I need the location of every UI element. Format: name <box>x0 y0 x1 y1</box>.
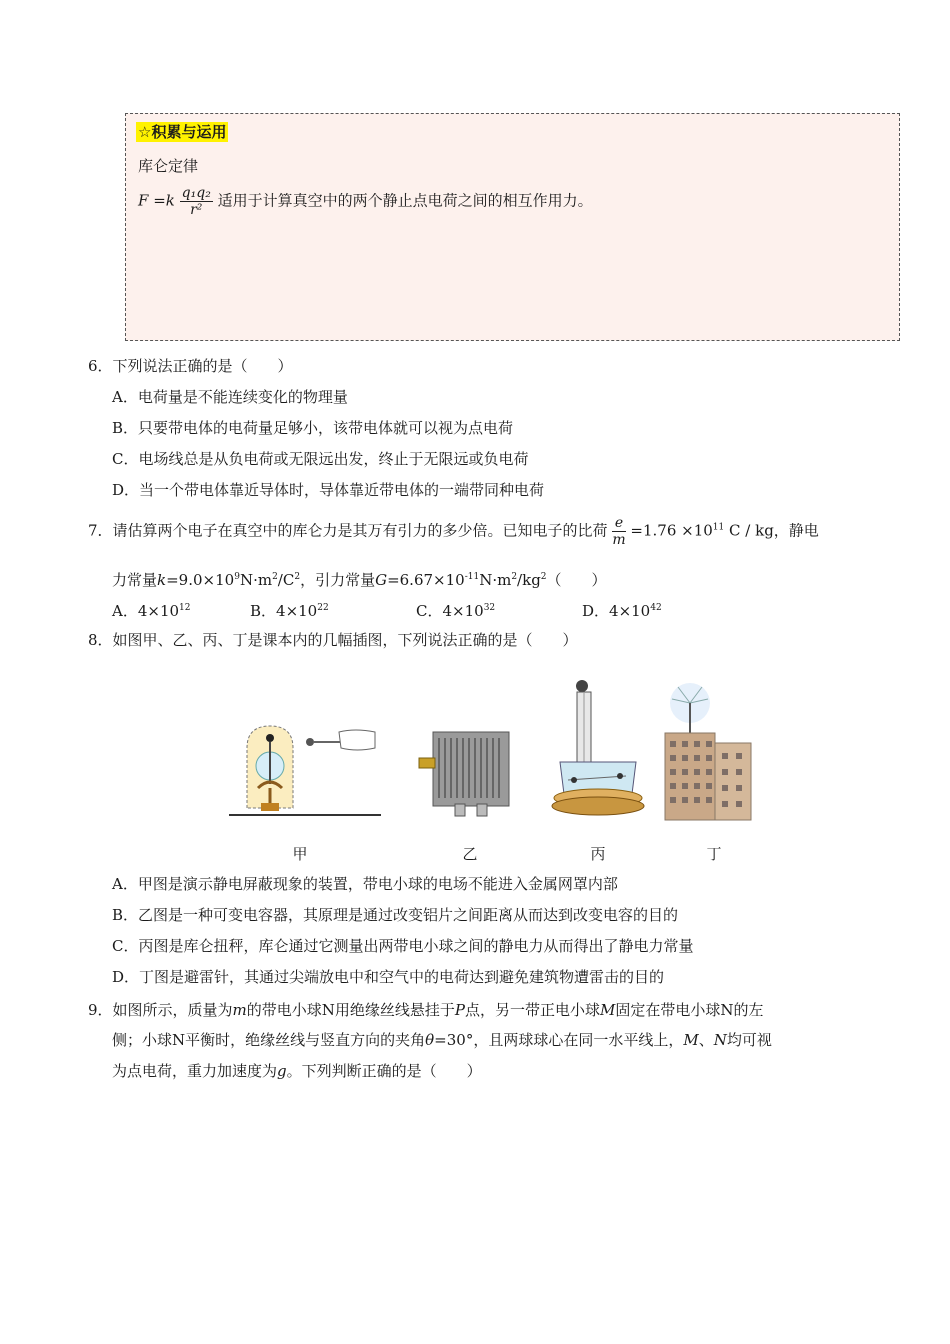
q7-stem-b: ，静电 <box>773 521 819 540</box>
q9-gravity: g <box>277 1062 287 1080</box>
q9-l3-a: 为点电荷，重力加速度为 <box>112 1062 278 1080</box>
g-exp: -11 <box>464 572 480 582</box>
formula-num: q₁q₂ <box>181 185 211 201</box>
q6-option-c: C．电场线总是从负电荷或无限远出发，终止于无限远或负电荷 <box>112 450 529 468</box>
q9-line2 <box>112 1030 772 1050</box>
q7-option-a-label: A．4×10 <box>112 602 180 620</box>
g-unit-exp: 2 <box>511 572 518 582</box>
q9-l2-a: 侧；小球N平衡时，绝缘丝线与竖直方向的夹角 <box>112 1031 426 1049</box>
q6-option-a: A．电荷量是不能连续变化的物理量 <box>112 388 348 406</box>
k-unit-exp: 2 <box>272 572 278 582</box>
q7-option-c-exp: 32 <box>483 603 496 613</box>
coulomb-formula <box>138 186 593 217</box>
ratio-unit: C / kg <box>729 521 774 540</box>
g-unit2-exp: 2 <box>540 572 547 582</box>
figure-yi-capacitor <box>415 718 525 823</box>
q9-mass: m <box>232 1001 247 1019</box>
q9-l3-b: 。下列判断正确的是（ ） <box>286 1062 482 1080</box>
caption-jia: 甲 <box>292 845 308 863</box>
q9-line3 <box>112 1061 482 1081</box>
q7-option-a <box>112 598 191 621</box>
frac-m: m <box>612 532 626 548</box>
q9-line1 <box>88 1000 764 1020</box>
formula-desc: 适用于计算真空中的两个静止点电荷之间的相互作用力。 <box>217 191 593 210</box>
q7-option-d-exp: 42 <box>650 603 662 613</box>
q9-ball-m: M <box>600 1001 616 1019</box>
k-unit2-exp: 2 <box>294 572 301 582</box>
q8-option-b: B．乙图是一种可变电容器，其原理是通过改变铝片之间距离从而达到改变电容的目的 <box>112 906 679 924</box>
q7-option-c-label: C．4×10 <box>416 602 484 620</box>
caption-bing: 丙 <box>590 845 606 863</box>
q8-option-d: D．丁图是避雷针，其通过尖端放电中和空气中的电荷达到避免建筑物遭雷击的目的 <box>112 968 665 986</box>
figure-ding-lightning-rod <box>660 683 760 823</box>
k-unit: N·m <box>239 571 273 589</box>
q9-n2: N <box>713 1031 727 1049</box>
caption-ding: 丁 <box>706 845 722 863</box>
q9-theta-value: =30° <box>434 1031 474 1049</box>
q9-m2: M <box>683 1031 699 1049</box>
q9-l1-b: 的带电小球N用绝缘丝线悬挂于 <box>246 1001 455 1019</box>
q9-l1-c: 点，另一带正电小球 <box>465 1001 601 1019</box>
q9-l1-a: 9．如图所示，质量为 <box>88 1001 233 1019</box>
ratio-value: =1.76 ×10 <box>630 521 713 540</box>
q8-option-a: A．甲图是演示静电屏蔽现象的装置，带电小球的电场不能进入金属网罩内部 <box>112 875 618 893</box>
q7-stem-a: 7．请估算两个电子在真空中的库仑力是其万有引力的多少倍。已知电子的比荷 <box>88 521 608 540</box>
q8-stem: 8．如图甲、乙、丙、丁是课本内的几幅插图，下列说法正确的是（ ） <box>88 631 578 649</box>
q7-option-c <box>416 598 495 621</box>
caption-yi: 乙 <box>462 845 478 863</box>
q9-l2-b: ，且两球球心在同一水平线上， <box>473 1031 684 1049</box>
q7-option-d-label: D．4×10 <box>582 602 651 620</box>
q9-l1-d: 固定在带电小球N的左 <box>615 1001 764 1019</box>
knowledge-tag: ☆积累与运用 <box>138 123 227 141</box>
figure-jia-shielding <box>225 718 385 818</box>
q7-line2-a: 力常量 <box>112 571 158 589</box>
q7-option-b <box>250 598 329 621</box>
q7-option-d <box>582 598 662 621</box>
charge-mass-fraction <box>612 516 625 547</box>
q9-point-p: P <box>454 1001 466 1019</box>
g-value: =6.67×10 <box>387 571 465 589</box>
k-symbol: k <box>157 571 167 589</box>
q8-option-c: C．丙图是库仑扭秤，库仑通过它测量出两带电小球之间的静电力从而得出了静电力常量 <box>112 937 694 955</box>
q7-stem-line1 <box>88 516 819 547</box>
q6-option-d: D．当一个带电体靠近导体时，导体靠近带电体的一端带同种电荷 <box>112 481 545 499</box>
formula-den: r² <box>190 202 203 218</box>
g-unit2: /kg <box>517 571 541 589</box>
g-symbol: G <box>375 571 388 589</box>
formula-fraction <box>180 186 213 217</box>
figure-bing-torsion-balance <box>548 676 648 821</box>
knowledge-box <box>125 113 900 341</box>
q7-option-a-exp: 12 <box>179 603 191 613</box>
k-exp: 9 <box>234 572 240 582</box>
k-unit2: /C <box>277 571 295 589</box>
q9-theta: θ <box>425 1031 435 1049</box>
g-unit: N·m <box>479 571 512 589</box>
q7-end: （ ） <box>546 571 607 589</box>
frac-e: e <box>612 516 625 532</box>
q7-option-b-exp: 22 <box>317 603 329 613</box>
ratio-exp: 11 <box>712 522 725 533</box>
q7-stem-line2 <box>112 567 607 590</box>
box-title: 库仑定律 <box>138 157 199 175</box>
q6-stem: 6．下列说法正确的是（ ） <box>88 357 293 375</box>
formula-lhs: F <box>138 191 149 210</box>
q7-option-b-label: B．4×10 <box>250 602 318 620</box>
q7-mid: ，引力常量 <box>300 571 376 589</box>
q6-option-b: B．只要带电体的电荷量足够小，该带电体就可以视为点电荷 <box>112 419 514 437</box>
q9-l2-c: 均可视 <box>726 1031 772 1049</box>
q9-sep: 、 <box>698 1031 714 1049</box>
k-value: =9.0×10 <box>166 571 235 589</box>
formula-eq: =k <box>153 191 175 210</box>
